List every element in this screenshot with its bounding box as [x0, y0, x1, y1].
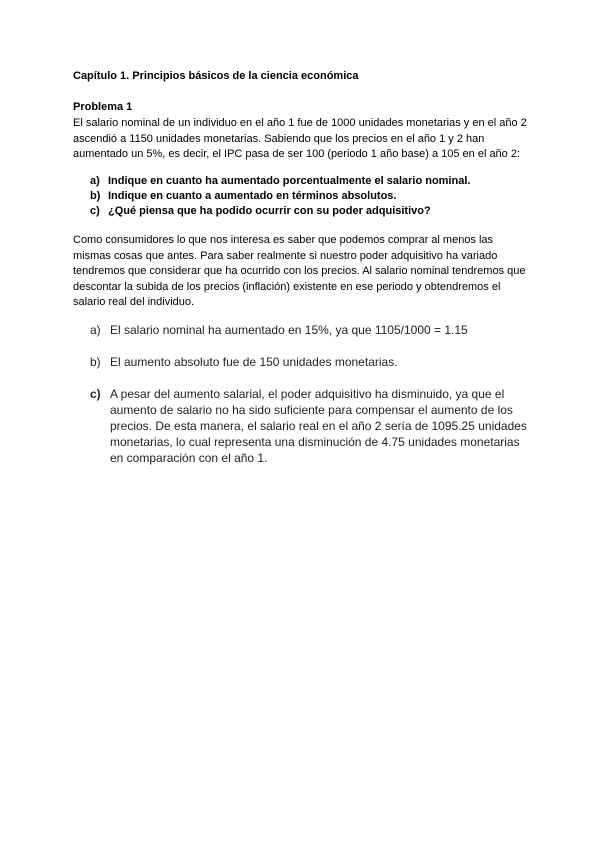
question-item [90, 189, 470, 204]
answer-marker: b) [90, 355, 101, 369]
question-marker: b) [90, 190, 101, 202]
explanation-paragraph: Como consumidores lo que nos interesa es saber que podemos comprar al menos las mismas cosas que antes. Para saber realmente si nuestro poder adquisitivo ha variado tendremos que considerar que ha ocurrido con los precios. Al salario nominal tendremos que descontar la subida de los precios (inflación) existente en ese periodo y obtendremos el salario real del individuo. [73, 234, 526, 309]
question-marker: c) [90, 205, 100, 217]
question-marker: a) [90, 175, 100, 187]
answer-text: El salario nominal ha aumentado en 15%, ya que 1105/1000 = 1.15 [110, 323, 468, 337]
question-text: Indique en cuanto ha aumentado porcentualmente el salario nominal. [108, 175, 471, 187]
answer-list [90, 322, 530, 482]
answer-item [90, 322, 530, 338]
problem-statement: El salario nominal de un individuo en el año 1 fue de 1000 unidades monetarias y en el año 2 ascendió a 1150 unidades monetarias. Sabiendo que los precios en el año 1 y 2 han aumentado un 5%, es decir, el IPC pasa de ser 100 (periodo 1 año base) a 105 en el año 2: [73, 117, 527, 161]
problem-title: Problema 1 [73, 101, 133, 113]
question-text: ¿Qué piensa que ha podido ocurrir con su poder adquisitivo? [108, 205, 431, 217]
question-list [90, 174, 470, 219]
answer-marker: c) [90, 387, 101, 401]
question-item [90, 204, 470, 219]
question-text: Indique en cuanto a aumentado en términos absolutos. [108, 190, 397, 202]
question-item [90, 174, 470, 189]
answer-marker: a) [90, 323, 101, 337]
answer-item [90, 386, 530, 466]
chapter-title: Capítulo 1. Principios básicos de la ciencia económica [73, 70, 359, 82]
answer-text: El aumento absoluto fue de 150 unidades monetarias. [110, 355, 398, 369]
answer-text: A pesar del aumento salarial, el poder adquisitivo ha disminuido, ya que el aumento de salario no ha sido suficiente para compensar el aumento de los precios. De esta manera, el salario real en el año 2 sería de 1095.25 unidades monetarias, lo cual representa una disminución de 4.75 unidades monetarias en comparación con el año 1. [110, 387, 527, 465]
answer-item [90, 354, 530, 370]
